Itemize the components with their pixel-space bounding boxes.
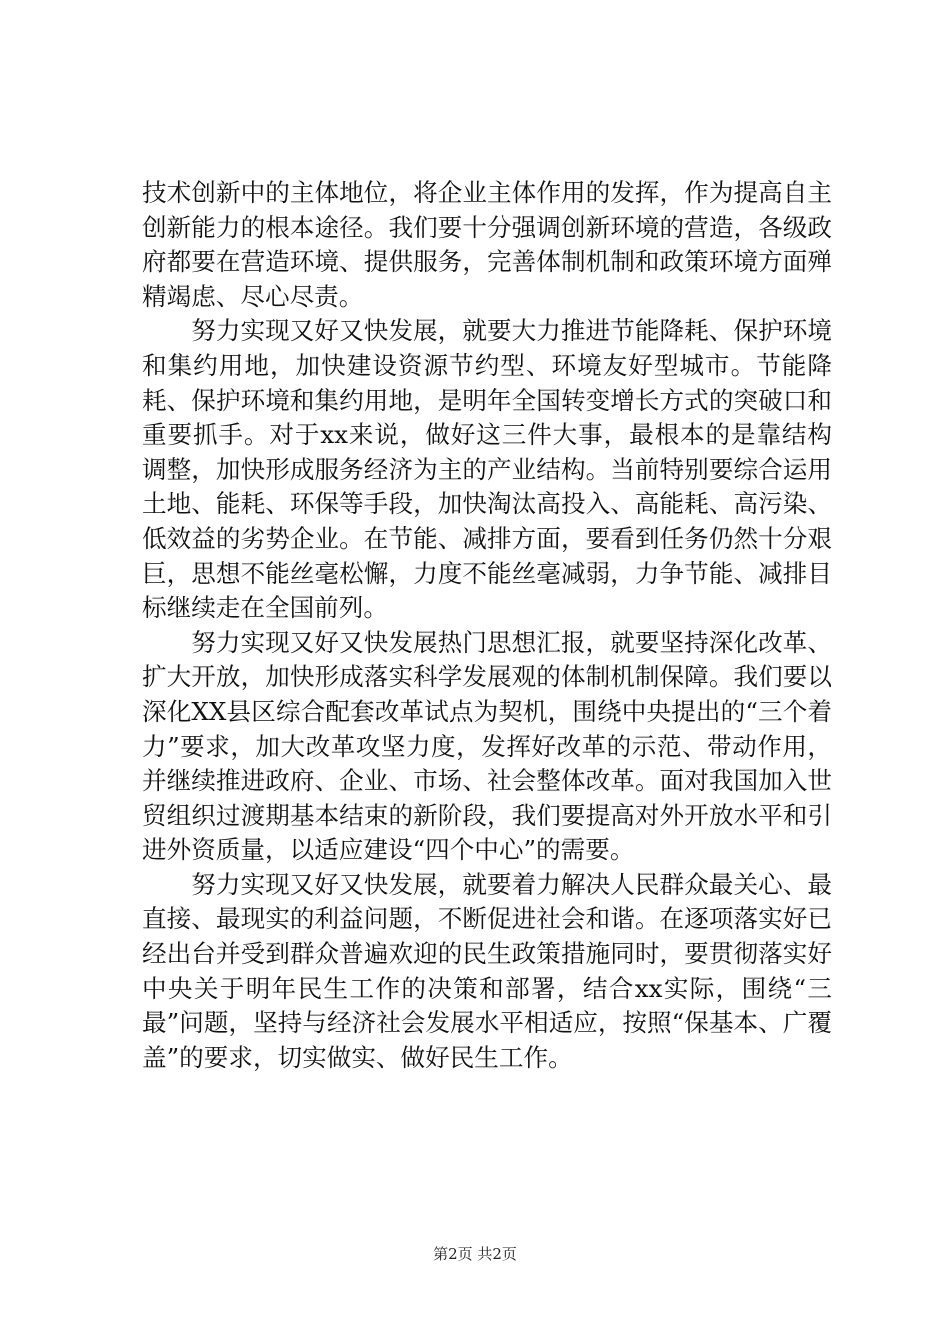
paragraph-4: 努力实现又好又快发展，就要着力解决人民群众最关心、最直接、最现实的利益问题，不断促进社会和谐。在逐项落实好已经出台并受到群众普遍欢迎的民生政策措施同时，要贯彻落实好中央关于明年民生工作的决策和部署，结合xx实际，围绕“三最”问题，坚持与经济社会发展水平相适应，按照“保基本、广覆盖”的要求，切实做实、做好民生工作。	[142, 869, 832, 1072]
document-body	[142, 176, 832, 1075]
page-number-label: 第2页 共2页	[433, 1245, 517, 1263]
paragraph-2: 努力实现又好又快发展，就要大力推进节能降耗、保护环境和集约用地，加快建设资源节约型、环境友好型城市。节能降耗、保护环境和集约用地，是明年全国转变增长方式的突破口和重要抓手。对于xx来说，做好这三件大事，最根本的是靠结构调整，加快形成服务经济为主的产业结构。当前特别要综合运用土地、能耗、环保等手段，加快淘汰高投入、高能耗、高污染、低效益的劣势企业。在节能、减排方面，要看到任务仍然十分艰巨，思想不能丝毫松懈，力度不能丝毫减弱，力争节能、减排目标继续走在全国前列。	[142, 316, 832, 623]
paragraph-3: 努力实现又好又快发展热门思想汇报，就要坚持深化改革、扩大开放，加快形成落实科学发展观的体制机制保障。我们要以深化XX县区综合配套改革试点为契机，围绕中央提出的“三个着力”要求，加大改革攻坚力度，发挥好改革的示范、带动作用，并继续推进政府、企业、市场、社会整体改革。面对我国加入世贸组织过渡期基本结束的新阶段，我们要提高对外开放水平和引进外资质量，以适应建设“四个中心”的需要。	[142, 627, 832, 865]
page-footer	[0, 1244, 950, 1264]
paragraph-1: 技术创新中的主体地位，将企业主体作用的发挥，作为提高自主创新能力的根本途径。我们要十分强调创新环境的营造，各级政府都要在营造环境、提供服务，完善体制机制和政策环境方面殚精竭虑、尽心尽责。	[142, 178, 832, 311]
